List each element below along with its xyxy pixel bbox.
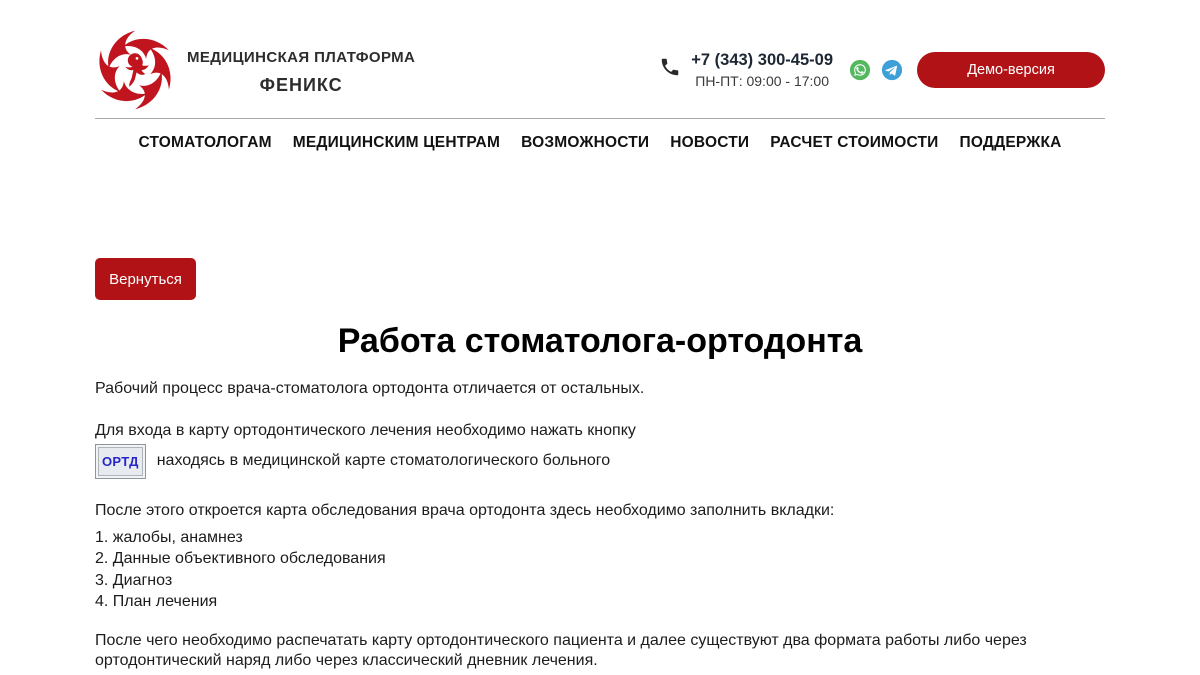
contact-block (659, 51, 903, 89)
phone-number[interactable]: +7 (343) 300-45-09 (691, 51, 833, 69)
ortd-button[interactable] (95, 444, 146, 479)
telegram-icon[interactable] (881, 59, 903, 81)
nav-item-podderzhka[interactable]: ПОДДЕРЖКА (959, 134, 1062, 151)
back-button[interactable]: Вернуться (95, 258, 196, 300)
paragraph-intro: Рабочий процесс врача-стоматолога ортодонта отличается от остальных. (95, 380, 645, 398)
ortd-row (95, 444, 1105, 479)
paragraph-print: После чего необходимо распечатать карту ортодонтического пациента и далее существуют два формата работы либо через ортодонтический наряд либо через классический дневник лечения. (95, 631, 1027, 670)
site-header (95, 0, 1105, 119)
list-item: 3. Диагноз (95, 571, 173, 589)
phoenix-logo[interactable] (95, 30, 175, 110)
list-item: 1. жалобы, анамнез (95, 528, 243, 546)
brand-text (187, 45, 415, 96)
nav-item-raschet[interactable]: РАСЧЕТ СТОИМОСТИ (770, 134, 939, 151)
ortd-caption: находясь в медицинской карте стоматологического больного (156, 452, 611, 470)
steps-list (95, 527, 1105, 613)
brand-line2: ФЕНИКС (259, 74, 343, 95)
article (95, 160, 1105, 672)
brand (95, 30, 415, 110)
paragraph-enter-card: Для входа в карту ортодонтического лечения необходимо нажать кнопку (95, 421, 636, 439)
nav-item-medcentram[interactable]: МЕДИЦИНСКИМ ЦЕНТРАМ (292, 134, 501, 151)
demo-button[interactable]: Демо-версия (917, 52, 1105, 88)
list-item: 4. План лечения (95, 593, 218, 610)
contact-text (691, 51, 833, 89)
main-nav (95, 119, 1105, 160)
paragraph-tabs: После этого откроется карта обследования врача ортодонта здесь необходимо заполнить вкладки: (95, 501, 835, 519)
list-item: 2. Данные объективного обследования (95, 550, 386, 567)
whatsapp-icon[interactable] (849, 59, 871, 81)
phone-icon (659, 56, 681, 78)
nav-item-vozmozhnosti[interactable]: ВОЗМОЖНОСТИ (521, 134, 650, 151)
ortd-button-label: ОРТД (98, 447, 143, 476)
page-title: Работа стоматолога-ортодонта (337, 322, 863, 360)
nav-item-novosti[interactable]: НОВОСТИ (670, 134, 750, 151)
brand-line1: МЕДИЦИНСКАЯ ПЛАТФОРМА (187, 48, 416, 66)
work-hours: ПН-ПТ: 09:00 - 17:00 (695, 73, 829, 89)
nav-item-stomatologam[interactable]: СТОМАТОЛОГАМ (138, 134, 272, 151)
